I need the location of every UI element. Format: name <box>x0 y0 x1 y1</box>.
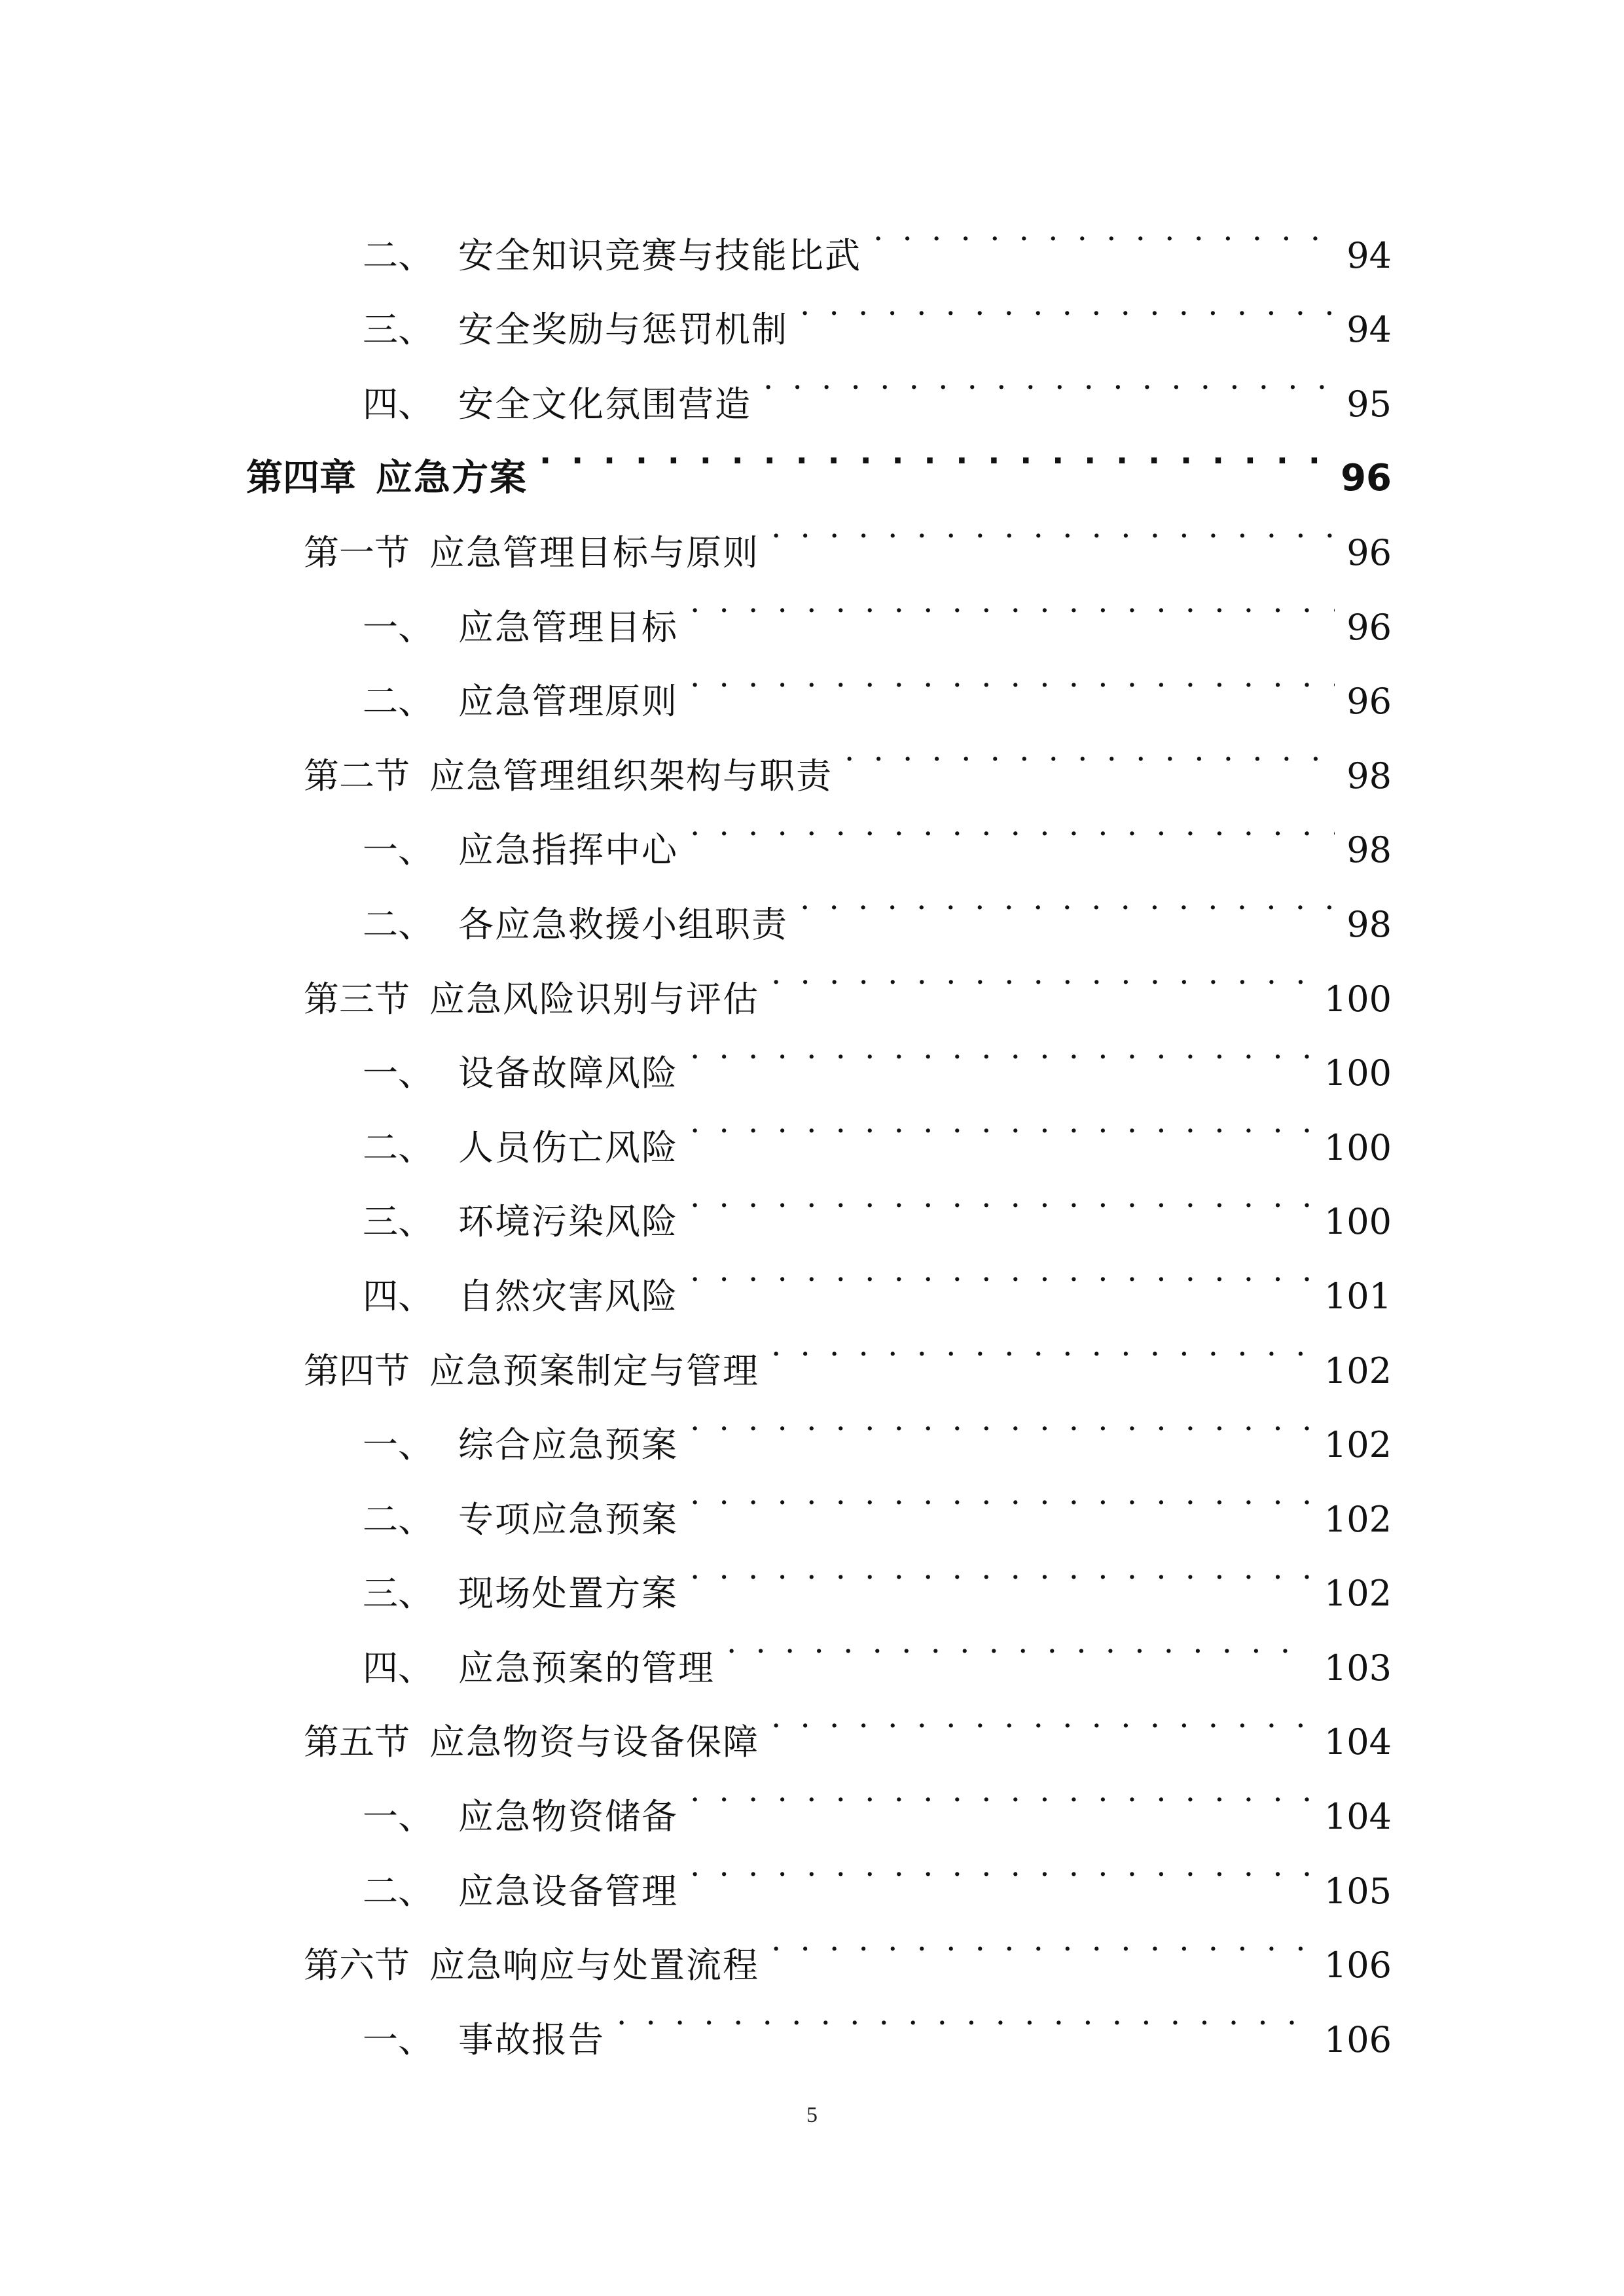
toc-entry-title: 应急物资与设备保障 <box>429 1721 759 1763</box>
toc-entry-title: 应急物资储备 <box>458 1796 678 1838</box>
toc-subsection-entry[interactable] <box>246 788 1392 871</box>
toc-dot-leader <box>844 713 1335 788</box>
toc-entry-number: 第六节 <box>304 1945 410 1986</box>
toc-entry-number: 一、 <box>363 606 433 648</box>
toc-entry-page: 102 <box>1324 1573 1392 1615</box>
toc-entry-page: 96 <box>1346 681 1392 723</box>
toc-entry-title: 安全知识竞赛与技能比武 <box>458 234 861 276</box>
toc-entry-title: 现场处置方案 <box>458 1573 678 1615</box>
toc-dot-leader <box>690 1234 1312 1308</box>
toc-entry-title: 安全文化氛围营造 <box>458 383 751 425</box>
toc-entry-number: 三、 <box>363 309 433 351</box>
toc-dot-leader <box>800 862 1335 937</box>
toc-entry-title: 应急方案 <box>376 457 528 500</box>
toc-subsection-entry[interactable] <box>246 1977 1392 2060</box>
toc-dot-leader <box>690 1383 1312 1458</box>
toc-entry-number: 第四节 <box>304 1350 410 1391</box>
toc-dot-leader <box>690 1829 1312 1903</box>
toc-entry-title: 各应急救援小组职责 <box>458 903 788 945</box>
toc-dot-leader <box>539 416 1329 491</box>
toc-dot-leader <box>690 565 1335 639</box>
toc-entry-page: 100 <box>1324 1126 1392 1168</box>
toc-entry-title: 综合应急预案 <box>458 1424 678 1466</box>
toc-entry-number: 一、 <box>363 1052 433 1094</box>
toc-entry-page: 105 <box>1324 1870 1392 1912</box>
table-of-contents <box>246 193 1392 2060</box>
toc-dot-leader <box>771 490 1335 565</box>
toc-entry-page: 98 <box>1346 903 1392 945</box>
toc-subsection-entry[interactable] <box>246 1383 1392 1466</box>
toc-entry-number: 二、 <box>363 681 433 723</box>
toc-entry-page: 96 <box>1346 531 1392 573</box>
toc-entry-title: 应急管理原则 <box>458 681 678 723</box>
toc-entry-title: 事故报告 <box>458 2018 605 2060</box>
toc-entry-title: 专项应急预案 <box>458 1498 678 1540</box>
toc-entry-page: 100 <box>1324 978 1392 1020</box>
toc-subsection-entry[interactable] <box>246 1754 1392 1838</box>
toc-subsection-entry[interactable] <box>246 193 1392 276</box>
toc-entry-number: 一、 <box>363 1796 433 1838</box>
toc-dot-leader <box>690 1160 1312 1234</box>
toc-entry-number: 第一节 <box>304 531 410 573</box>
toc-entry-page: 94 <box>1346 309 1392 351</box>
toc-dot-leader <box>690 1085 1312 1160</box>
toc-dot-leader <box>690 788 1335 863</box>
toc-dot-leader <box>873 193 1335 268</box>
toc-entry-page: 100 <box>1324 1201 1392 1243</box>
toc-dot-leader <box>771 937 1312 1011</box>
toc-entry-number: 第五节 <box>304 1721 410 1763</box>
toc-entry-number: 三、 <box>363 1573 433 1615</box>
toc-dot-leader <box>800 268 1335 342</box>
toc-entry-title: 自然灾害风险 <box>458 1275 678 1317</box>
toc-subsection-entry[interactable] <box>246 565 1392 648</box>
toc-entry-page: 100 <box>1324 1052 1392 1094</box>
toc-dot-leader <box>727 1605 1312 1680</box>
toc-dot-leader <box>690 1532 1312 1606</box>
toc-entry-title: 应急响应与处置流程 <box>429 1945 759 1986</box>
toc-entry-page: 102 <box>1324 1498 1392 1540</box>
toc-dot-leader <box>690 1011 1312 1086</box>
toc-entry-page: 98 <box>1346 755 1392 797</box>
toc-entry-number: 四、 <box>363 383 433 425</box>
toc-entry-page: 95 <box>1346 383 1392 425</box>
toc-entry-page: 106 <box>1324 1945 1392 1986</box>
toc-entry-page: 96 <box>1346 606 1392 648</box>
toc-entry-title: 应急指挥中心 <box>458 829 678 871</box>
toc-entry-title: 环境污染风险 <box>458 1201 678 1243</box>
toc-entry-title: 应急风险识别与评估 <box>429 978 759 1020</box>
toc-entry-number: 第四章 <box>246 457 356 500</box>
toc-entry-page: 98 <box>1346 829 1392 871</box>
toc-entry-number: 第二节 <box>304 755 410 797</box>
toc-entry-title: 设备故障风险 <box>458 1052 678 1094</box>
toc-entry-number: 第三节 <box>304 978 410 1020</box>
toc-entry-page: 102 <box>1324 1350 1392 1391</box>
toc-dot-leader <box>690 1457 1312 1532</box>
toc-entry-title: 安全奖励与惩罚机制 <box>458 309 788 351</box>
toc-entry-title: 应急管理目标与原则 <box>429 531 759 573</box>
toc-entry-number: 二、 <box>363 1870 433 1912</box>
toc-entry-page: 102 <box>1324 1424 1392 1466</box>
toc-subsection-entry[interactable] <box>246 1011 1392 1094</box>
toc-entry-number: 一、 <box>363 829 433 871</box>
toc-dot-leader <box>690 639 1335 714</box>
toc-entry-number: 三、 <box>363 1201 433 1243</box>
toc-entry-title: 应急设备管理 <box>458 1870 678 1912</box>
toc-dot-leader <box>771 1680 1312 1755</box>
toc-entry-title: 应急管理目标 <box>458 606 678 648</box>
toc-entry-page: 96 <box>1341 457 1392 500</box>
toc-entry-number: 二、 <box>363 234 433 276</box>
toc-dot-leader <box>763 342 1335 416</box>
toc-entry-number: 四、 <box>363 1275 433 1317</box>
toc-entry-title: 应急管理组织架构与职责 <box>429 755 833 797</box>
toc-dot-leader <box>617 1977 1312 2052</box>
toc-entry-page: 94 <box>1346 234 1392 276</box>
toc-entry-title: 应急预案制定与管理 <box>429 1350 759 1391</box>
toc-entry-title: 应急预案的管理 <box>458 1647 715 1689</box>
toc-entry-page: 104 <box>1324 1796 1392 1838</box>
toc-entry-page: 106 <box>1324 2018 1392 2060</box>
toc-dot-leader <box>771 1903 1312 1978</box>
toc-entry-page: 104 <box>1324 1721 1392 1763</box>
toc-entry-number: 二、 <box>363 1126 433 1168</box>
toc-entry-page: 101 <box>1324 1275 1392 1317</box>
toc-entry-number: 一、 <box>363 2018 433 2060</box>
toc-dot-leader <box>690 1754 1312 1829</box>
toc-entry-title: 人员伤亡风险 <box>458 1126 678 1168</box>
toc-entry-number: 二、 <box>363 1498 433 1540</box>
toc-entry-number: 一、 <box>363 1424 433 1466</box>
page-number: 5 <box>806 2103 818 2127</box>
toc-entry-number: 四、 <box>363 1647 433 1689</box>
toc-entry-number: 二、 <box>363 903 433 945</box>
toc-entry-page: 103 <box>1324 1647 1392 1689</box>
toc-dot-leader <box>771 1308 1312 1383</box>
